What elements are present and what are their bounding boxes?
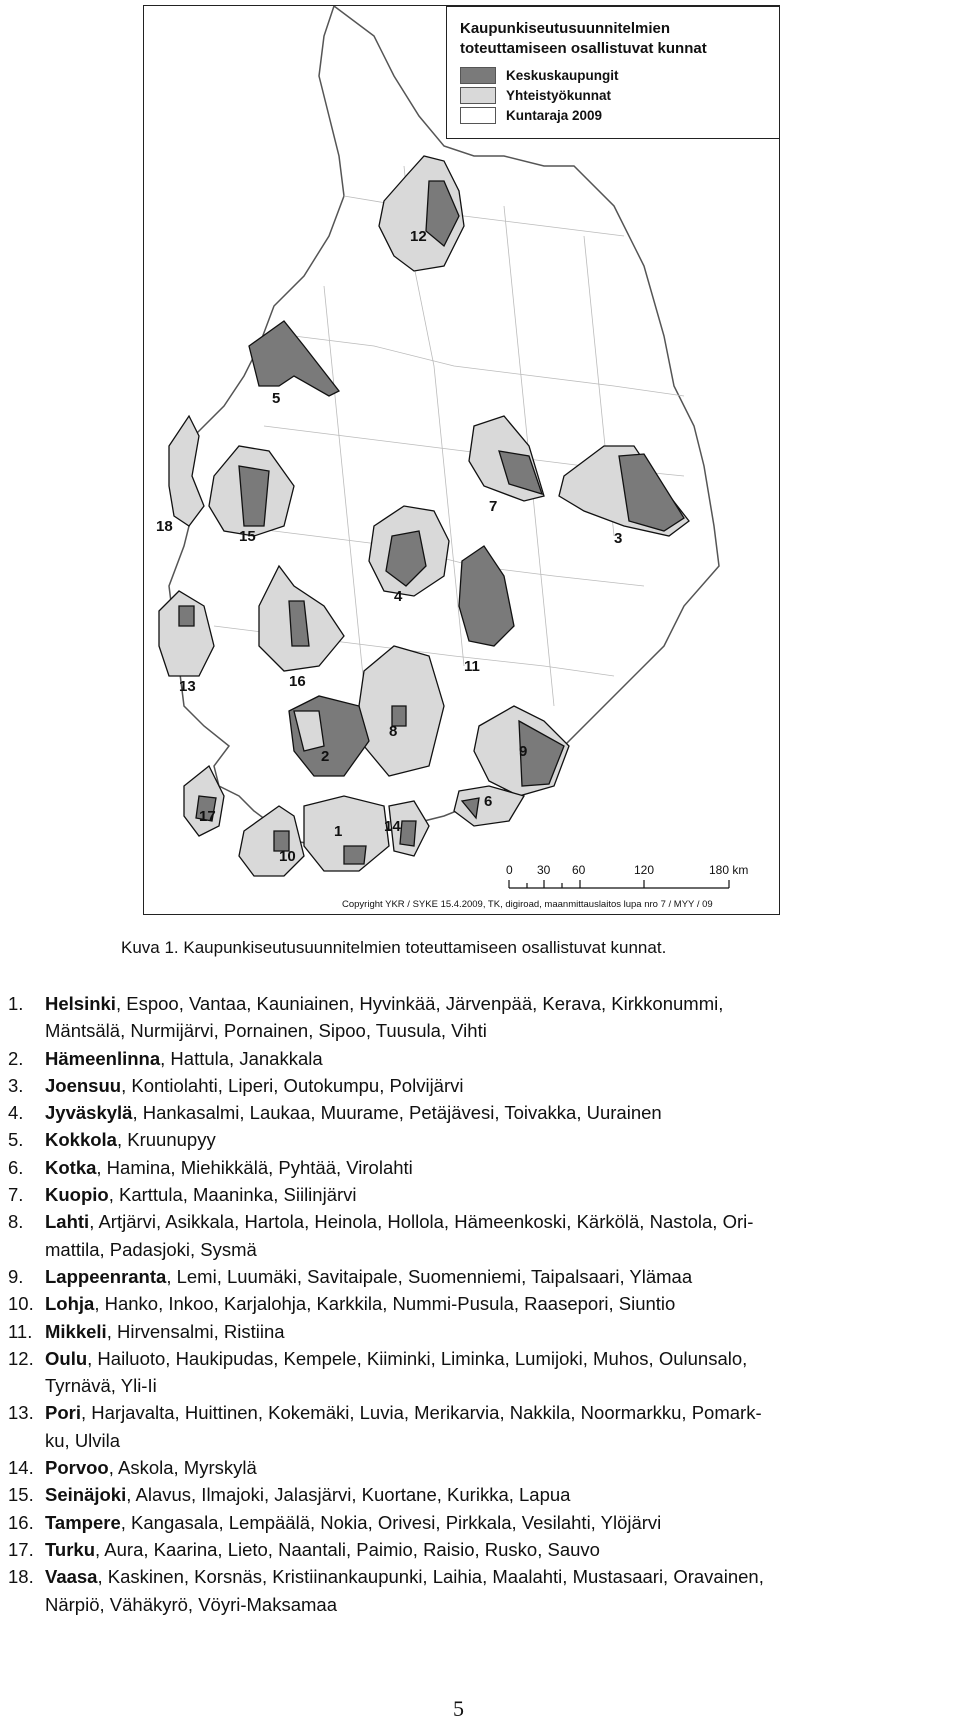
- list-item-city: Lahti: [45, 1211, 90, 1233]
- list-item-rest: , Hattula, Janakkala: [160, 1047, 323, 1069]
- region-label-9: 9: [519, 743, 528, 760]
- list-item-text: [45, 1481, 958, 1508]
- legend-item-keskuskaupungit: [460, 67, 619, 83]
- list-item-rest: , Hirvensalmi, Ristiina: [106, 1320, 285, 1342]
- scale-bar: [506, 863, 748, 888]
- list-item-number: 14.: [8, 1457, 34, 1479]
- list-item: [8, 1126, 958, 1153]
- list-item-number: 18.: [8, 1566, 34, 1588]
- list-item-number: 3.: [8, 1074, 24, 1096]
- region-label-13: 13: [179, 678, 196, 695]
- list-item-number: 9.: [8, 1265, 24, 1287]
- region-label-6: 6: [484, 793, 493, 810]
- scale-tick-0: 0: [506, 863, 513, 877]
- region-label-7: 7: [489, 498, 498, 515]
- list-item-city: Hämeenlinna: [45, 1047, 161, 1069]
- region-label-18: 18: [156, 518, 173, 535]
- page-number: 5: [453, 1696, 464, 1721]
- list-item: [8, 1536, 958, 1563]
- region-label-4: 4: [394, 588, 403, 605]
- list-item-rest: , Harjavalta, Huittinen, Kokemäki, Luvia, Merikarvia, Nakkila, Noormarkku, Pomark-: [80, 1402, 762, 1424]
- region-label-3: 3: [614, 530, 623, 547]
- list-item-city: Joensuu: [45, 1074, 122, 1096]
- list-item-text: [45, 1045, 958, 1072]
- list-item-rest: , Hankasalmi, Laukaa, Muurame, Petäjävesi, Toivakka, Uurainen: [132, 1102, 662, 1124]
- list-item: [8, 1345, 958, 1400]
- region-label-10: 10: [279, 848, 296, 865]
- list-item-rest: , Kontiolahti, Liperi, Outokumpu, Polvijärvi: [121, 1074, 464, 1096]
- list-item-city: Pori: [45, 1402, 81, 1424]
- scale-tick-30: 30: [537, 863, 551, 877]
- region-label-8: 8: [389, 723, 398, 740]
- legend-label: Yhteistyökunnat: [506, 87, 612, 103]
- legend-swatch-light: [460, 87, 496, 104]
- list-item-continuation: mattila, Padasjoki, Sysmä: [45, 1238, 257, 1260]
- list-item-number: 17.: [8, 1538, 34, 1560]
- list-item-number: 5.: [8, 1129, 24, 1151]
- legend-title-line1: Kaupunkiseutusuunnitelmien: [460, 20, 671, 37]
- list-item-text: [45, 1126, 958, 1153]
- scale-tick-60: 60: [572, 863, 586, 877]
- list-item-rest: , Kangasala, Lempäälä, Nokia, Orivesi, Pirkkala, Vesilahti, Ylöjärvi: [120, 1511, 662, 1533]
- list-item-text: [45, 1290, 958, 1317]
- list-item-text: [45, 1399, 958, 1454]
- list-item-city: Kokkola: [45, 1129, 117, 1151]
- list-item-rest: , Karttula, Maaninka, Siilinjärvi: [108, 1184, 357, 1206]
- region-label-5: 5: [272, 390, 281, 407]
- legend-swatch-white: [460, 107, 496, 124]
- list-item: [8, 1399, 958, 1454]
- list-item-city: Seinäjoki: [45, 1484, 127, 1506]
- list-item-text: [45, 1509, 958, 1536]
- list-item-city: Lohja: [45, 1293, 95, 1315]
- list-item-city: Oulu: [45, 1347, 88, 1369]
- list-item-rest: , Hanko, Inkoo, Karjalohja, Karkkila, Nummi-Pusula, Raasepori, Siuntio: [94, 1293, 676, 1315]
- list-item-rest: , Espoo, Vantaa, Kauniainen, Hyvinkää, Järvenpää, Kerava, Kirkkonummi,: [115, 993, 724, 1014]
- list-item-city: Turku: [45, 1538, 96, 1560]
- list-item-city: Helsinki: [45, 993, 116, 1014]
- list-item: [8, 1072, 958, 1099]
- list-item-text: [45, 1263, 958, 1290]
- region-label-1: 1: [334, 823, 343, 840]
- list-item-number: 15.: [8, 1484, 34, 1506]
- list-item-number: 6.: [8, 1156, 24, 1178]
- list-item: [8, 1290, 958, 1317]
- list-item-number: 13.: [8, 1402, 34, 1424]
- list-item-rest: , Kruunupyy: [116, 1129, 216, 1151]
- list-item-city: Porvoo: [45, 1457, 109, 1479]
- map-copyright: Copyright YKR / SYKE 15.4.2009, TK, digiroad, maanmittauslaitos lupa nro 7 / MYY / 09: [342, 899, 713, 910]
- list-item-rest: , Artjärvi, Asikkala, Hartola, Heinola, Hollola, Hämeenkoski, Kärkölä, Nastola, Ori-: [89, 1211, 754, 1233]
- list-item-text: [45, 1318, 958, 1345]
- list-item-text: [45, 1181, 958, 1208]
- list-item: [8, 1263, 958, 1290]
- list-item: [8, 1481, 958, 1508]
- region-label-2: 2: [321, 748, 330, 765]
- region-10: [239, 806, 304, 876]
- region-list: [8, 990, 958, 1618]
- list-item: [8, 1181, 958, 1208]
- list-item: [8, 1099, 958, 1126]
- list-item: [8, 1154, 958, 1181]
- region-label-14: 14: [384, 818, 401, 835]
- list-item-text: [45, 1072, 958, 1099]
- list-item-city: Kuopio: [45, 1184, 109, 1206]
- list-item-number: 8.: [8, 1211, 24, 1233]
- list-item-text: [45, 1536, 958, 1563]
- list-item-number: 2.: [8, 1047, 24, 1069]
- list-item-text: [45, 1099, 958, 1126]
- list-item-text: [45, 1563, 958, 1618]
- list-item-text: [45, 1154, 958, 1181]
- list-item-number: 10.: [8, 1293, 34, 1315]
- legend-label: Kuntaraja 2009: [506, 107, 603, 123]
- list-item: [8, 1563, 958, 1618]
- list-item-number: 1.: [8, 993, 24, 1014]
- list-item-rest: , Askola, Myrskylä: [108, 1457, 257, 1479]
- list-item-continuation: Närpiö, Vähäkyrö, Vöyri-Maksamaa: [45, 1593, 337, 1615]
- list-item-text: [45, 1208, 958, 1263]
- list-item-city: Mikkeli: [45, 1320, 107, 1342]
- list-item-city: Kotka: [45, 1156, 97, 1178]
- region-label-17: 17: [199, 808, 216, 825]
- list-item-city: Tampere: [45, 1511, 121, 1533]
- list-item-rest: , Lemi, Luumäki, Savitaipale, Suomenniemi, Taipalsaari, Ylämaa: [166, 1265, 693, 1287]
- list-item: [8, 1454, 958, 1481]
- scale-tick-120: 120: [634, 863, 655, 877]
- list-item: [8, 1208, 958, 1263]
- region-label-16: 16: [289, 673, 306, 690]
- list-item-rest: , Alavus, Ilmajoki, Jalasjärvi, Kuortane, Kurikka, Lapua: [126, 1484, 571, 1506]
- list-item-continuation: Mäntsälä, Nurmijärvi, Pornainen, Sipoo, Tuusula, Vihti: [45, 1020, 487, 1042]
- list-item-continuation: ku, Ulvila: [45, 1429, 121, 1451]
- map-legend: [446, 6, 780, 139]
- list-item-number: 16.: [8, 1511, 34, 1533]
- list-item-number: 4.: [8, 1102, 24, 1124]
- list-item: [8, 1318, 958, 1345]
- list-item-number: 7.: [8, 1184, 24, 1206]
- finland-map: [143, 5, 780, 915]
- list-item-text: [45, 1345, 958, 1400]
- list-item-rest: , Aura, Kaarina, Lieto, Naantali, Paimio, Raisio, Rusko, Sauvo: [95, 1538, 600, 1560]
- legend-item-kuntaraja: [460, 107, 602, 123]
- list-item: [8, 1045, 958, 1072]
- region-label-11: 11: [464, 658, 480, 675]
- list-item-city: Jyväskylä: [45, 1102, 133, 1124]
- list-item-city: Lappeenranta: [45, 1265, 167, 1287]
- list-item-rest: , Kaskinen, Korsnäs, Kristiinankaupunki, Laihia, Maalahti, Mustasaari, Oravainen,: [97, 1566, 764, 1588]
- list-item-number: 12.: [8, 1347, 34, 1369]
- legend-title: [460, 19, 770, 59]
- map-svg: [144, 6, 779, 914]
- list-item: [8, 1509, 958, 1536]
- legend-label: Keskuskaupungit: [506, 67, 619, 83]
- list-item-number: 11.: [8, 1320, 33, 1342]
- region-label-12: 12: [410, 228, 427, 245]
- list-item: [8, 990, 958, 1045]
- legend-title-line2: toteuttamiseen osallistuvat kunnat: [460, 40, 707, 57]
- list-item-text: [45, 990, 958, 1045]
- list-item-continuation: Tyrnävä, Yli-Ii: [45, 1375, 157, 1397]
- list-item-rest: , Hamina, Miehikkälä, Pyhtää, Virolahti: [96, 1156, 413, 1178]
- legend-swatch-dark: [460, 67, 496, 84]
- list-item-city: Vaasa: [45, 1566, 98, 1588]
- region-label-15: 15: [239, 528, 256, 545]
- figure-caption: Kuva 1. Kaupunkiseutusuunnitelmien toteuttamiseen osallistuvat kunnat.: [121, 938, 667, 957]
- list-item-text: [45, 1454, 958, 1481]
- list-item-rest: , Hailuoto, Haukipudas, Kempele, Kiiminki, Liminka, Lumijoki, Muhos, Oulunsalo,: [87, 1347, 748, 1369]
- scale-tick-180: 180 km: [709, 863, 749, 877]
- legend-item-yhteistyokunnat: [460, 87, 611, 103]
